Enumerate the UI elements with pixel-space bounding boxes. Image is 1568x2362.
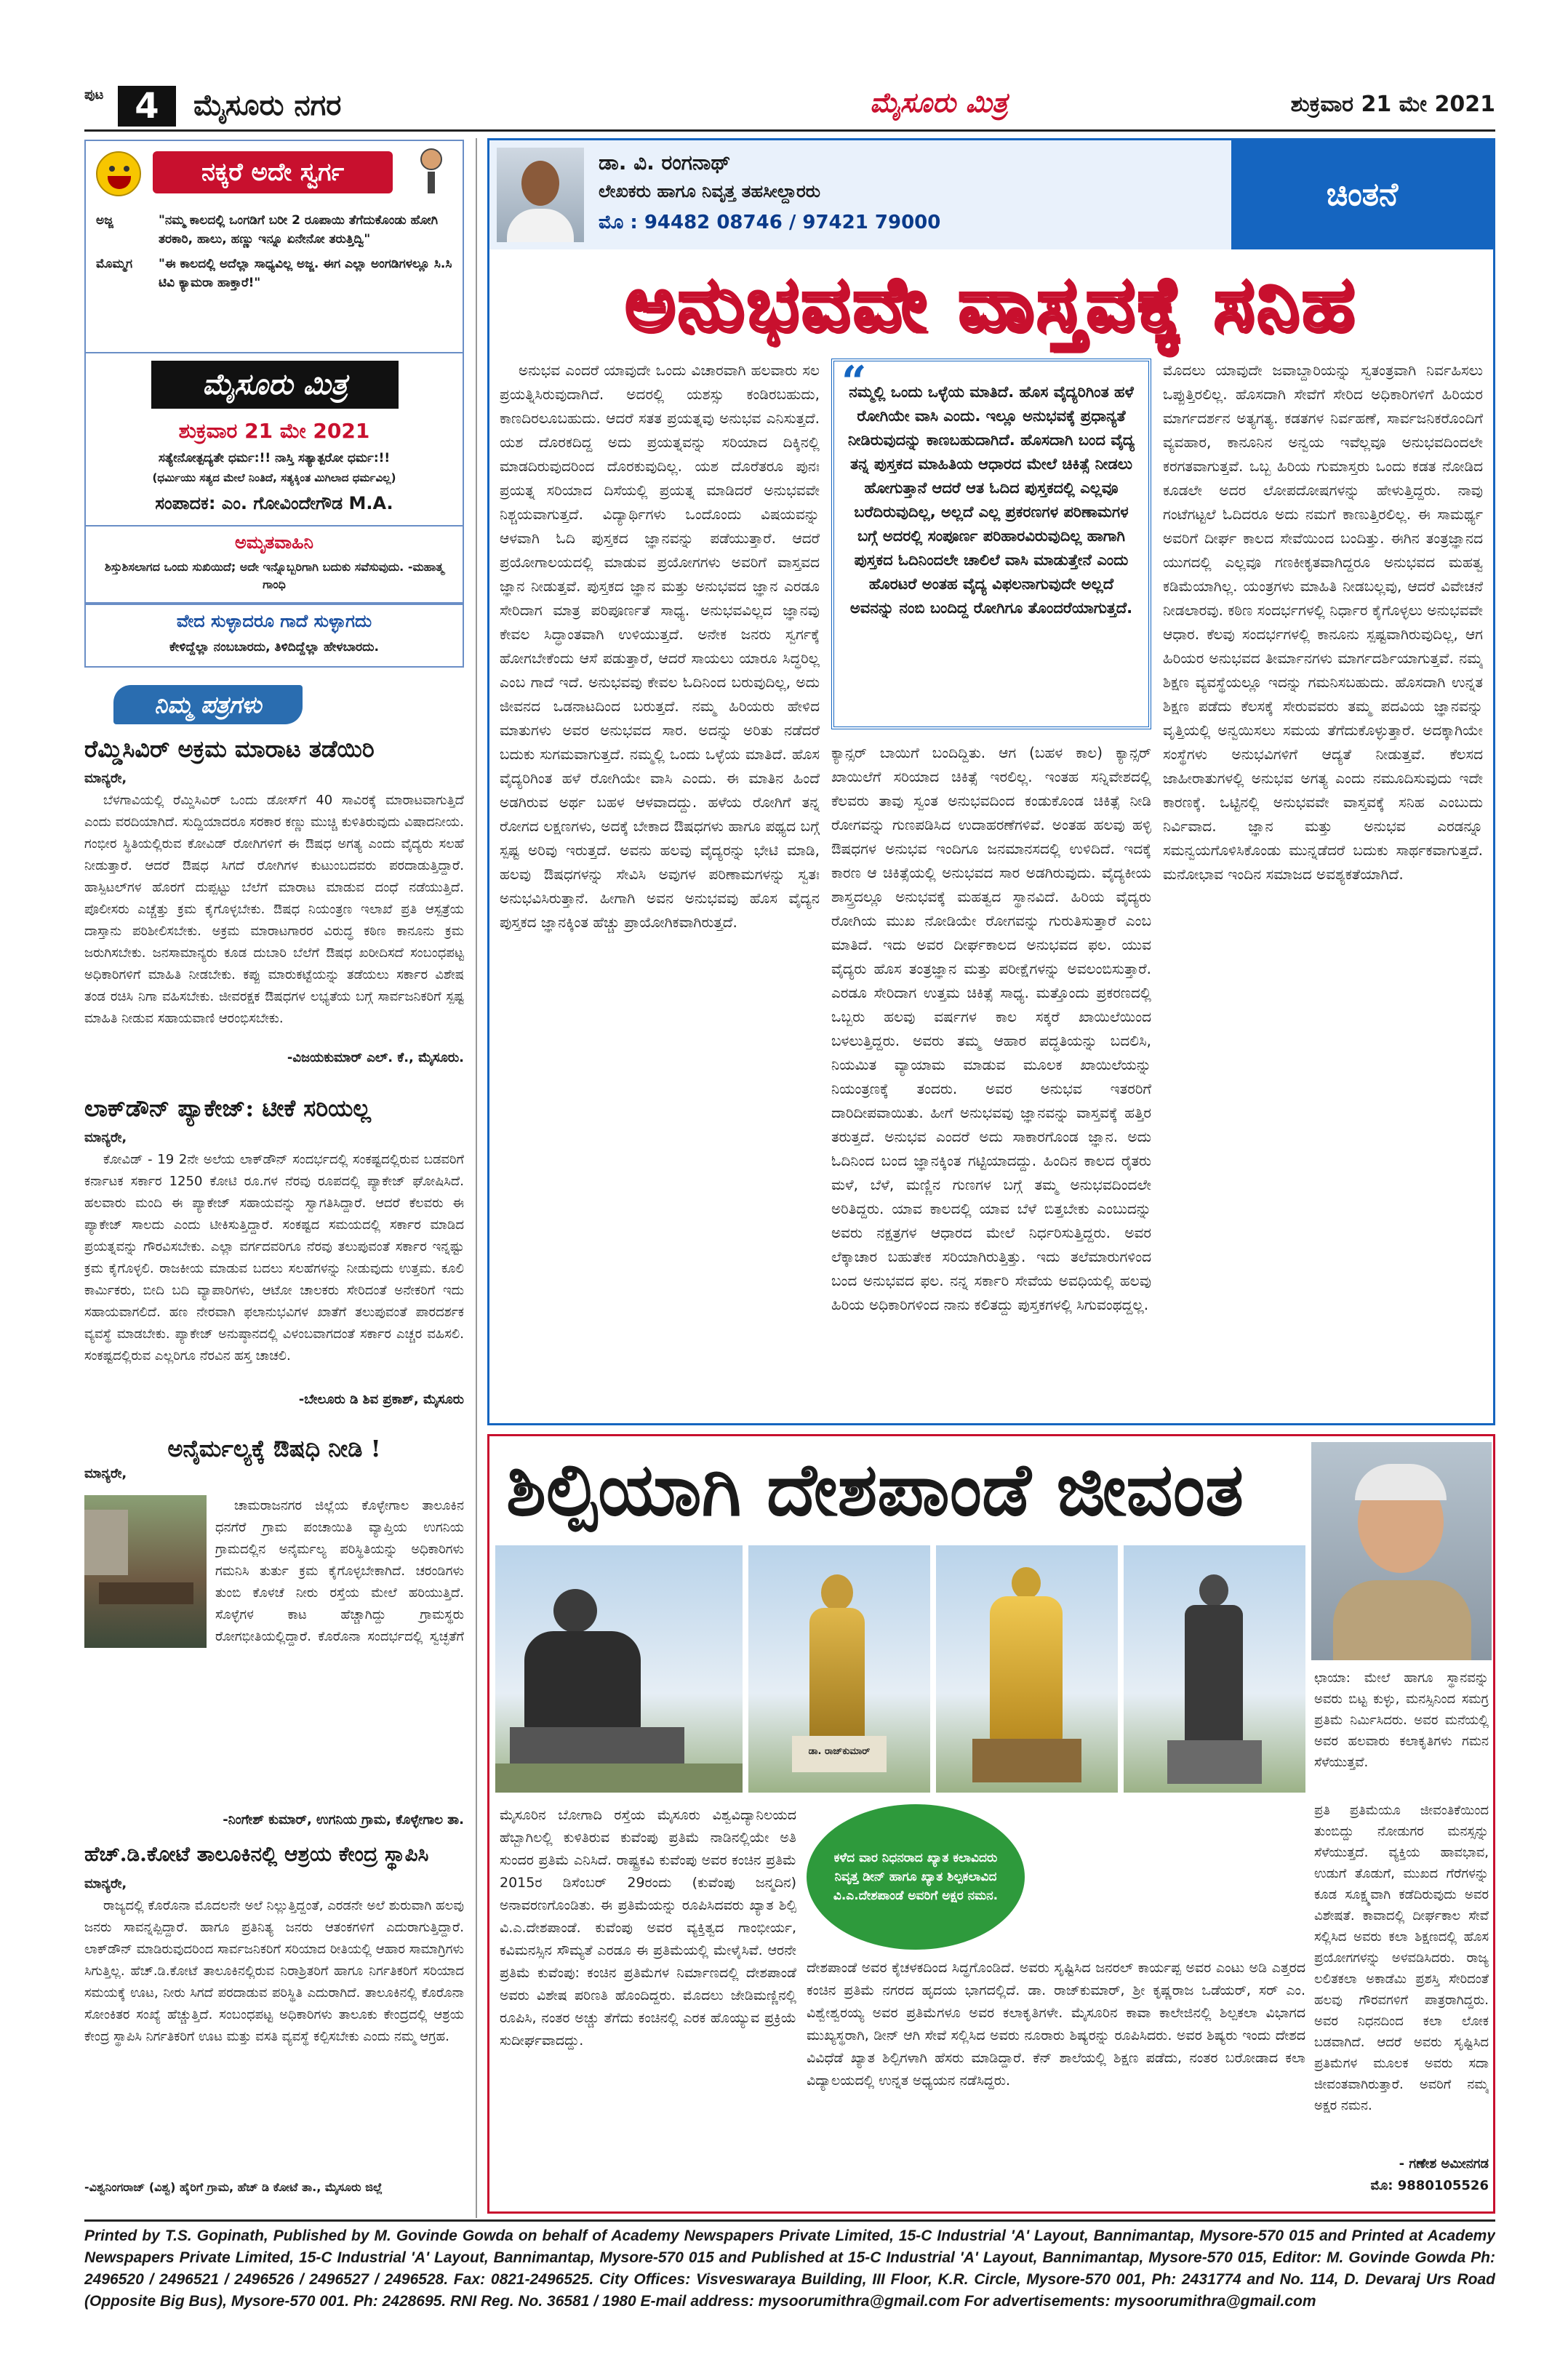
chintane-headline: ಅನುಭವವೇ ವಾಸ್ತವಕ್ಕೆ ಸನಿಹ: [625, 259, 1358, 348]
proverb-text: ಕೇಳಿದ್ದೆಲ್ಲಾ ನಂಬಬಾರದು, ತಿಳಿದಿದ್ದೆಲ್ಲಾ ಹೇಳಬಾರದು.: [169, 640, 379, 654]
letter-4-signature: -ವಿಶ್ವನಿಂಗರಾಜ್ (ವಿಶ್ವ) ಹೈರಿಗೆ ಗ್ರಾಮ, ಹೆಚ್ ಡಿ ಕೋಟೆ ತಾ., ಮೈಸೂರು ಜಿಲ್ಲೆ: [84, 2180, 383, 2194]
tribute-badge-text: ಕಳೆದ ವಾರ ನಿಧನರಾದ ಖ್ಯಾತ ಕಲಾವಿದರು ನಿವೃತ್ತ ಡೀನ್ ಹಾಗೂ ಖ್ಯಾತ ಶಿಲ್ಪಕಲಾವಿದ ವಿ.ಎ.ದೇಶಪಾಂಡೆ ಅವರಿಗೆ ಅಕ್ಷರ ನಮನ.: [833, 1851, 999, 1903]
letter-2-headline: ಲಾಕ್‌ಡೌನ್ ಪ್ಯಾಕೇಜ್: ಟೀಕೆ ಸರಿಯಲ್ಲ: [84, 1094, 371, 1122]
author-phone: ಮೊ : 94482 08746 / 97421 79000: [599, 212, 941, 233]
author-strip: [489, 140, 1493, 249]
letter-4-headline: ಹೆಚ್.ಡಿ.ಕೋಟೆ ತಾಲೂಕಿನಲ್ಲಿ ಆಶ್ರಯ ಕೇಂದ್ರ ಸ್ಥಾಪಿಸಿ: [84, 1842, 429, 1866]
letter-2-place: ಮಾನ್ಯರೇ,: [84, 1130, 127, 1145]
paper-logo: ಮೈಸೂರು ಮಿತ್ರ: [870, 86, 1008, 119]
author-desc: ಲೇಖಕರು ಹಾಗೂ ನಿವೃತ್ತ ತಹಸೀಲ್ದಾರರು: [599, 181, 821, 201]
letter-2-signature: -ಬೇಲೂರು ಡಿ ಶಿವ ಪ್ರಕಾಶ್, ಮೈಸೂರು: [298, 1392, 464, 1407]
masthead-rule: [84, 129, 1495, 132]
wodeyar-statue-photo: [936, 1545, 1118, 1793]
paper-info-date: ಶುಕ್ರವಾರ 21 ಮೇ 2021: [178, 419, 370, 443]
humor-box: [84, 140, 464, 353]
footer-imprint: Printed by T.S. Gopinath, Published by M. Govinde Gowda on behalf of Academy Newspapers Private Limited, 15-C Industrial 'A' Layout, Bannimantap, Mysore-570 015 and Printed at Academy Newspapers Private Limited, 15-C Industrial 'A' Layout, Bannimantap, Mysore-570 015 and Published at 15-C Industrial 'A' Layout, Bannimantap, Mysore-570 015, Editor: M. Govinde Gowda Ph: 2496520 / 2496521 / 2496526 / 2496527 / 2496528. Fax: 0821-2496525. City Offices: Visveswaraya Building, III Floor, K.R. Circle, Mysore-570 001, Ph: 2431774 and No. 114, D. Devaraj Urs Road (Opposite Big Bus), Mysore-570 001. Ph: 2428695. RNI Reg. No. 36581 / 1980 E-mail address: mysoorumithra@gmail.com For advertisements: mysoorumithra@gmail.com: [84, 2227, 1495, 2310]
letter-3-signature: -ನಿಂಗೇಶ್ ಕುಮಾರ್, ಉಗನಿಯ ಗ್ರಾಮ, ಕೊಳ್ಳೇಗಾಲ ತಾ.: [223, 1812, 464, 1827]
column-divider: [476, 138, 477, 2218]
author-photo: [497, 148, 584, 242]
footer-rule: [84, 2219, 1495, 2222]
letter-2-body: ಕೋವಿಡ್ - 19 2ನೇ ಅಲೆಯ ಲಾಕ್‌ಡೌನ್ ಸಂದರ್ಭದಲ್ಲಿ ಸಂಕಷ್ಟದಲ್ಲಿರುವ ಬಡವರಿಗೆ ಕರ್ನಾಟಕ ಸರ್ಕಾರ 1250 ಕೋಟಿ ರೂ.ಗಳ ನೆರವು ರೂಪದಲ್ಲಿ ಪ್ಯಾಕೇಜ್ ಘೋಷಿಸಿದೆ. ಹಲವಾರು ಮಂದಿ ಈ ಪ್ಯಾಕೇಜ್ ಸಹಾಯವನ್ನು ಸ್ವಾಗತಿಸಿದ್ದಾರೆ. ಆದರೆ ಕೆಲವರು ಈ ಪ್ಯಾಕೇಜ್ ಸಾಲದು ಎಂದು ಟೀಕಿಸುತ್ತಿದ್ದಾರೆ. ಸಂಕಷ್ಟದ ಸಮಯದಲ್ಲಿ ಸರ್ಕಾರ ಮಾಡಿದ ಪ್ರಯತ್ನವನ್ನು ಗೌರವಿಸಬೇಕು. ಎಲ್ಲಾ ವರ್ಗದವರಿಗೂ ನೆರವು ತಲುಪುವಂತೆ ಸರ್ಕಾರ ಇನ್ನಷ್ಟು ಕ್ರಮ ಕೈಗೊಳ್ಳಲಿ. ರಾಜಕೀಯ ಮಾಡುವ ಬದಲು ಸಲಹೆಗಳನ್ನು ನೀಡುವುದು ಉತ್ತಮ. ಕೂಲಿ ಕಾರ್ಮಿಕರು, ಬೀದಿ ಬದಿ ವ್ಯಾಪಾರಿಗಳು, ಆಟೋ ಚಾಲಕರು ಸೇರಿದಂತೆ ಅನೇಕರಿಗೆ ಇದು ಸಹಾಯವಾಗಲಿದೆ. ಹಣ ನೇರವಾಗಿ ಫಲಾನುಭವಿಗಳ ಖಾತೆಗೆ ತಲುಪುವಂತೆ ಪಾರದರ್ಶಕ ವ್ಯವಸ್ಥೆ ಮಾಡಬೇಕು. ಪ್ಯಾಕೇಜ್ ಅನುಷ್ಠಾನದಲ್ಲಿ ವಿಳಂಬವಾಗದಂತೆ ಸರ್ಕಾರ ಎಚ್ಚರ ವಹಿಸಲಿ. ಸಂಕಷ್ಟದಲ್ಲಿರುವ ಎಲ್ಲರಿಗೂ ನೆರವಿನ ಹಸ್ತ ಚಾಚಲಿ.: [84, 1152, 464, 1364]
feature-col1: ಮೈಸೂರಿನ ಬೋಗಾದಿ ರಸ್ತೆಯ ಮೈಸೂರು ವಿಶ್ವವಿದ್ಯಾನಿಲಯದ ಹೆಬ್ಬಾಗಿಲಲ್ಲಿ ಕುಳಿತಿರುವ ಕುವೆಂಪು ಪ್ರತಿಮೆ ನಾಡಿನಲ್ಲಿಯೇ ಅತಿ ಸುಂದರ ಪ್ರತಿಮೆ ಎನಿಸಿದೆ. ರಾಷ್ಟ್ರಕವಿ ಕುವೆಂಪು ಅವರ ಕಂಚಿನ ಪ್ರತಿಮೆ 2015ರ ಡಿಸೆಂಬರ್ 29ರಂದು (ಕುವೆಂಪು ಜನ್ಮದಿನ) ಅನಾವರಣಗೊಂಡಿತು. ಈ ಪ್ರತಿಮೆಯನ್ನು ರೂಪಿಸಿದವರು ಖ್ಯಾತ ಶಿಲ್ಪಿ ವಿ.ಎ.ದೇಶಪಾಂಡೆ. ಕುವೆಂಪು ಅವರ ವ್ಯಕ್ತಿತ್ವದ ಗಾಂಭೀರ್ಯ, ಕವಿಮನಸ್ಸಿನ ಸೌಮ್ಯತೆ ಎರಡೂ ಈ ಪ್ರತಿಮೆಯಲ್ಲಿ ಮೇಳೈಸಿವೆ. ಆರನೇ ಪ್ರತಿಮೆ ಕುವೆಂಪು: ಕಂಚಿನ ಪ್ರತಿಮೆಗಳ ನಿರ್ಮಾಣದಲ್ಲಿ ದೇಶಪಾಂಡೆ ಅವರು ವಿಶೇಷ ಪರಿಣತಿ ಹೊಂದಿದ್ದರು. ಮೊದಲು ಜೇಡಿಮಣ್ಣಿನಲ್ಲಿ ರೂಪಿಸಿ, ನಂತರ ಅಚ್ಚು ತೆಗೆದು ಕಂಚಿನಲ್ಲಿ ಎರಕ ಹೊಯ್ಯುವ ಪ್ರಕ್ರಿಯೆ ಸುದೀರ್ಘವಾದದ್ದು.: [500, 1807, 796, 2049]
chintane-article: [487, 138, 1495, 1425]
deshpande-portrait: [1311, 1442, 1492, 1660]
feature-writer: - ಗಣೇಶ ಅಮೀನಗಡ: [1399, 2156, 1489, 2171]
cartoon-figure-icon: [406, 148, 457, 199]
feature-headline: ಶಿಲ್ಪಿಯಾಗಿ ದೇಶಪಾಂಡೆ ಜೀವಂತ: [505, 1446, 1244, 1532]
humor-question-label: ಅಜ್ಜ: [96, 213, 113, 228]
letter-1: [84, 734, 464, 1089]
letter-4-place: ಮಾನ್ಯರೇ,: [84, 1876, 127, 1891]
amruta-text: ಶಿಸ್ತುಶಿಸಲಾಗದ ಒಂದು ಸುಖಿಯಿದೆ; ಅದೇ ಇನ್ನೊಬ್ಬರಿಗಾಗಿ ಬದುಕು ಸವೆಸುವುದು.: [104, 560, 404, 574]
humor-answer: "ಈ ಕಾಲದಲ್ಲಿ ಅದೆಲ್ಲಾ ಸಾಧ್ಯವಿಲ್ಲ ಅಜ್ಜ. ಈಗ ಎಲ್ಲಾ ಅಂಗಡಿಗಳಲ್ಲೂ ಸಿ.ಸಿ ಟಿವಿ ಕ್ಯಾಮರಾ ಹಾಕ್ತಾರೆ!": [159, 257, 452, 290]
chintane-col2: ಕ್ಯಾನ್ಸರ್ ಬಾಯಿಗೆ ಬಂದಿದ್ದಿತು. ಆಗ (ಬಹಳ ಕಾಲ) ಕ್ಯಾನ್ಸರ್ ಖಾಯಿಲೆಗೆ ಸರಿಯಾದ ಚಿಕಿತ್ಸೆ ಇರಲಿಲ್ಲ. ಇಂತಹ ಸನ್ನಿವೇಶದಲ್ಲಿ ಕೆಲವರು ತಾವು ಸ್ವಂತ ಅನುಭವದಿಂದ ಕಂಡುಕೊಂಡ ಚಿಕಿತ್ಸೆ ನೀಡಿ ರೋಗವನ್ನು ಗುಣಪಡಿಸಿದ ಉದಾಹರಣೆಗಳಿವೆ. ಅಂತಹ ಹಲವು ಹಳ್ಳಿ ಔಷಧಗಳ ಅನುಭವ ಇಂದಿಗೂ ಜನಮಾನಸದಲ್ಲಿ ಉಳಿದಿದೆ. ಇದಕ್ಕೆ ಕಾರಣ ಆ ಚಿಕಿತ್ಸೆಯಲ್ಲಿ ಅನುಭವದ ಸಾರ ಅಡಗಿರುವುದು. ವೈದ್ಯಕೀಯ ಶಾಸ್ತ್ರದಲ್ಲೂ ಅನುಭವಕ್ಕೆ ಮಹತ್ವದ ಸ್ಥಾನವಿದೆ. ಹಿರಿಯ ವೈದ್ಯರು ರೋಗಿಯ ಮುಖ ನೋಡಿಯೇ ರೋಗವನ್ನು ಗುರುತಿಸುತ್ತಾರೆ ಎಂಬ ಮಾತಿದೆ. ಇದು ಅವರ ದೀರ್ಘಕಾಲದ ಅನುಭವದ ಫಲ. ಯುವ ವೈದ್ಯರು ಹೊಸ ತಂತ್ರಜ್ಞಾನ ಮತ್ತು ಪರೀಕ್ಷೆಗಳನ್ನು ಅವಲಂಬಿಸುತ್ತಾರೆ. ಎರಡೂ ಸೇರಿದಾಗ ಉತ್ತಮ ಚಿಕಿತ್ಸೆ ಸಾಧ್ಯ. ಮತ್ತೊಂದು ಪ್ರಕರಣದಲ್ಲಿ ಒಬ್ಬರು ಹಲವು ವರ್ಷಗಳ ಕಾಲ ಸಕ್ಕರೆ ಖಾಯಿಲೆಯಿಂದ ಬಳಲುತ್ತಿದ್ದರು. ಅವರು ತಮ್ಮ ಆಹಾರ ಪದ್ಧತಿಯನ್ನು ಬದಲಿಸಿ, ನಿಯಮಿತ ವ್ಯಾಯಾಮ ಮಾಡುವ ಮೂಲಕ ಖಾಯಿಲೆಯನ್ನು ನಿಯಂತ್ರಣಕ್ಕೆ ತಂದರು. ಅವರ ಅನುಭವ ಇತರರಿಗೆ ದಾರಿದೀಪವಾಯಿತು. ಹೀಗೆ ಅನುಭವವು ಜ್ಞಾನವನ್ನು ವಾಸ್ತವಕ್ಕೆ ಹತ್ತಿರ ತರುತ್ತದೆ. ಅನುಭವ ಎಂದರೆ ಅದು ಸಾಕಾರಗೊಂಡ ಜ್ಞಾನ. ಅದು ಓದಿನಿಂದ ಬಂದ ಜ್ಞಾನಕ್ಕಿಂತ ಗಟ್ಟಿಯಾದದ್ದು. ಹಿಂದಿನ ಕಾಲದ ರೈತರು ಮಳೆ, ಬೆಳೆ, ಮಣ್ಣಿನ ಗುಣಗಳ ಬಗ್ಗೆ ತಮ್ಮ ಅನುಭವದಿಂದಲೇ ಅರಿತಿದ್ದರು. ಯಾವ ಕಾಲದಲ್ಲಿ ಯಾವ ಬೆಳೆ ಬಿತ್ತಬೇಕು ಎಂಬುದನ್ನು ಅವರು ನಕ್ಷತ್ರಗಳ ಆಧಾರದ ಮೇಲೆ ನಿರ್ಧರಿಸುತ್ತಿದ್ದರು. ಅವರ ಲೆಕ್ಕಾಚಾರ ಬಹುತೇಕ ಸರಿಯಾಗಿರುತ್ತಿತ್ತು. ಇದು ತಲೆಮಾರುಗಳಿಂದ ಬಂದ ಅನುಭವದ ಫಲ. ನನ್ನ ಸರ್ಕಾರಿ ಸೇವೆಯ ಅವಧಿಯಲ್ಲಿ ಹಲವು ಹಿರಿಯ ಅಧಿಕಾರಿಗಳಿಂದ ನಾನು ಕಲಿತದ್ದು ಪುಸ್ತಕಗಳಲ್ಲಿ ಸಿಗುವಂಥದ್ದಲ್ಲ.: [831, 744, 1151, 1313]
letter-3-place: ಮಾನ್ಯರೇ,: [84, 1466, 127, 1481]
feature-article: [487, 1434, 1495, 2214]
visvesvaraya-statue-photo: [1124, 1545, 1305, 1793]
page-label: ಪುಟ: [84, 87, 104, 103]
tribute-badge: [807, 1804, 1025, 1950]
letters-banner-label: ನಿಮ್ಮ ಪತ್ರಗಳು: [113, 685, 303, 724]
pull-quote-text: ನಮ್ಮಲ್ಲಿ ಒಂದು ಒಳ್ಳೆಯ ಮಾತಿದೆ. ಹೊಸ ವೈದ್ಯರಿಗಿಂತ ಹಳೆ ರೋಗಿಯೇ ವಾಸಿ ಎಂದು. ಇಲ್ಲೂ ಅನುಭವಕ್ಕೆ ಪ್ರಧಾನ್ಯತೆ ನೀಡಿರುವುದನ್ನು ಕಾಣಬಹುದಾಗಿದೆ. ಹೊಸದಾಗಿ ಬಂದ ವೈದ್ಯ ತನ್ನ ಪುಸ್ತಕದ ಮಾಹಿತಿಯ ಆಧಾರದ ಮೇಲೆ ಚಿಕಿತ್ಸೆ ನೀಡಲು ಹೋಗುತ್ತಾನೆ ಆದರೆ ಆತ ಓದಿದ ಪುಸ್ತಕದಲ್ಲಿ ಎಲ್ಲವೂ ಬರೆದಿರುವುದಿಲ್ಲ, ಅಲ್ಲದೆ ಎಲ್ಲ ಪ್ರಕರಣಗಳ ಪರಿಣಾಮಗಳ ಬಗ್ಗೆ ಅದರಲ್ಲಿ ಸಂಪೂರ್ಣ ಪರಿಹಾರವಿರುವುದಿಲ್ಲ ಹಾಗಾಗಿ ಪುಸ್ತಕದ ಓದಿನಿಂದಲೇ ಚಾಲಿಲೆ ವಾಸಿ ಮಾಡುತ್ತೇನೆ ಎಂದು ಹೊರಟರೆ ಅಂತಹ ವೈದ್ಯ ವಿಫಲನಾಗುವುದೇ ಅಲ್ಲದೆ ಅವನನ್ನು ನಂಬಿ ಬಂದಿದ್ದ ರೋಗಿಗೂ ತೊಂದರೆಯಾಗುತ್ತದೆ.: [847, 383, 1135, 617]
letter-1-signature: -ವಿಜಯಕುಮಾರ್ ಎಲ್. ಕೆ., ಮೈಸೂರು.: [287, 1050, 464, 1065]
chintane-col1: ಅನುಭವ ಎಂದರೆ ಯಾವುದೇ ಒಂದು ವಿಚಾರವಾಗಿ ಹಲವಾರು ಸಲ ಪ್ರಯತ್ನಿಸಿರುವುದಾಗಿದೆ. ಅದರಲ್ಲಿ ಯಶಸ್ಸು ಕಂಡಿರಬಹುದು, ಕಾಣದಿರಲೂಬಹುದು. ಆದರೆ ಸತತ ಪ್ರಯತ್ನವು ಅನುಭವ ಎನಿಸುತ್ತದೆ. ಯಶ ದೊರಕದಿದ್ದ ಅದು ಪ್ರಯತ್ನವನ್ನು ಸರಿಯಾದ ದಿಕ್ಕಿನಲ್ಲಿ ಮಾಡದಿರುವುದರಿಂದ ದೊರಕುವುದಿಲ್ಲ. ಯಶ ದೊರೆತರೂ ಪುನಃ ಪ್ರಯತ್ನ ಸರಿಯಾದ ದಿಸೆಯಲ್ಲಿ ಪ್ರಯತ್ನ ಮಾಡಿದರೆ ಅನುಭವವೇ ನಿಶ್ಚಯವಾಗುತ್ತದೆ. ವಿದ್ಯಾರ್ಥಿಗಳು ಒಂದೊಂದು ವಿಷಯವನ್ನು ಆಳವಾಗಿ ಓದಿ ಪುಸ್ತಕದ ಜ್ಞಾನವನ್ನು ಪಡೆಯುತ್ತಾರೆ. ಆದರೆ ಪ್ರಯೋಗಾಲಯದಲ್ಲಿ ಮಾಡುವ ಪ್ರಯೋಗಗಳು ಅವರಿಗೆ ವಾಸ್ತವದ ಜ್ಞಾನ ನೀಡುತ್ತವೆ. ಪುಸ್ತಕದ ಜ್ಞಾನ ಮತ್ತು ಅನುಭವದ ಜ್ಞಾನ ಎರಡೂ ಸೇರಿದಾಗ ಮಾತ್ರ ಪರಿಪೂರ್ಣತೆ ಸಾಧ್ಯ. ಅನುಭವವಿಲ್ಲದ ಜ್ಞಾನವು ಕೇವಲ ಸಿದ್ಧಾಂತವಾಗಿ ಉಳಿಯುತ್ತದೆ. ಅನೇಕ ಜನರು ಸ್ವರ್ಗಕ್ಕೆ ಹೋಗಬೇಕೆಂದು ಆಸೆ ಪಡುತ್ತಾರೆ, ಆದರೆ ಸಾಯಲು ಯಾರೂ ಸಿದ್ಧರಿಲ್ಲ ಎಂಬ ಗಾದೆ ಇದೆ. ಅನುಭವವು ಕೇವಲ ಓದಿನಿಂದ ಬರುವುದಿಲ್ಲ, ಅದು ಜೀವನದ ಒಡನಾಟದಿಂದ ಬರುತ್ತದೆ. ನಮ್ಮ ಹಿರಿಯರು ಹೇಳಿದ ಮಾತುಗಳು ಅವರ ಅನುಭವದ ಸಾರ. ಅದನ್ನು ಅರಿತು ನಡೆದರೆ ಬದುಕು ಸುಗಮವಾಗುತ್ತದೆ. ನಮ್ಮಲ್ಲಿ ಒಂದು ಒಳ್ಳೆಯ ಮಾತಿದೆ. ಹೊಸ ವೈದ್ಯರಿಗಿಂತ ಹಳೆ ರೋಗಿಯೇ ವಾಸಿ ಎಂದು. ಈ ಮಾತಿನ ಹಿಂದೆ ಅಡಗಿರುವ ಅರ್ಥ ಬಹಳ ಆಳವಾದದ್ದು. ಹಳೆಯ ರೋಗಿಗೆ ತನ್ನ ರೋಗದ ಲಕ್ಷಣಗಳು, ಅದಕ್ಕೆ ಬೇಕಾದ ಔಷಧಗಳು ಹಾಗೂ ಪಥ್ಯದ ಬಗ್ಗೆ ಸ್ಪಷ್ಟ ಅರಿವು ಇರುತ್ತದೆ. ಅವನು ಹಲವು ವೈದ್ಯರನ್ನು ಭೇಟಿ ಮಾಡಿ, ಹಲವು ಔಷಧಗಳನ್ನು ಸೇವಿಸಿ ಅವುಗಳ ಪರಿಣಾಮಗಳನ್ನು ಸ್ವತಃ ಅನುಭವಿಸಿರುತ್ತಾನೆ. ಹೀಗಾಗಿ ಅವನ ಅನುಭವವು ಹೊಸ ವೈದ್ಯನ ಪುಸ್ತಕದ ಜ್ಞಾನಕ್ಕಿಂತ ಹೆಚ್ಚು ಪ್ರಾಯೋಗಿಕವಾಗಿರುತ್ತದೆ.: [500, 361, 820, 931]
letter-4: [84, 1840, 464, 2211]
editor-name: ಎಂ. ಗೋವಿಂದೇಗೌಡ M.A.: [221, 493, 393, 513]
editor-label: ಸಂಪಾದಕ:: [155, 493, 216, 513]
proverb-box: [84, 604, 464, 668]
quote-mark-icon: “: [841, 357, 867, 408]
letter-3: [84, 1434, 464, 1833]
pull-quote-box: [831, 359, 1151, 729]
feature-col3-intro: ಛಾಯಾ: ಮೇಲೆ ಹಾಗೂ ಸ್ಥಾನವನ್ನು ಅವರು ಬಿಟ್ಟ ಕುಳ್ಳು, ಮನಸ್ಸಿನಿಂದ ಸಮಗ್ರ ಪ್ರತಿಮೆ ನಿರ್ಮಿಸಿದರು. ಅವರ ಮನೆಯಲ್ಲಿ ಅವರ ಹಲವಾರು ಕಲಾಕೃತಿಗಳು ಗಮನ ಸೆಳೆಯುತ್ತವೆ.: [1314, 1670, 1489, 1770]
letter-1-body: ಬೆಳಗಾವಿಯಲ್ಲಿ ರೆಮ್ಡಿಸಿವಿರ್ ಒಂದು ಡೋಸ್‌ಗೆ 40 ಸಾವಿರಕ್ಕೆ ಮಾರಾಟವಾಗುತ್ತಿದೆ ಎಂದು ವರದಿಯಾಗಿದೆ. ಸುದ್ದಿಯಾದರೂ ಸರಕಾರ ಕಣ್ಣು ಮುಚ್ಚಿ ಕುಳಿತಿರುವುದು ವಿಷಾದನೀಯ. ಗಂಭೀರ ಸ್ಥಿತಿಯಲ್ಲಿರುವ ಕೋವಿಡ್ ರೋಗಿಗಳಿಗೆ ಈ ಔಷಧ ಅಗತ್ಯ ಎಂದು ವೈದ್ಯರು ಸಲಹೆ ನೀಡುತ್ತಾರೆ. ಆದರೆ ಔಷಧ ಸಿಗದೆ ರೋಗಿಗಳ ಕುಟುಂಬದವರು ಪರದಾಡುತ್ತಿದ್ದಾರೆ. ಹಾಸ್ಪಿಟಲ್‌ಗಳ ಹೊರಗೆ ದುಪ್ಪಟ್ಟು ಬೆಲೆಗೆ ಮಾರಾಟ ಮಾಡುವ ದಂಧೆ ನಡೆಯುತ್ತಿದೆ. ಪೊಲೀಸರು ಎಚ್ಚೆತ್ತು ಕ್ರಮ ಕೈಗೊಳ್ಳಬೇಕು. ಔಷಧ ನಿಯಂತ್ರಣ ಇಲಾಖೆ ಪ್ರತಿ ಆಸ್ಪತ್ರೆಯ ದಾಸ್ತಾನು ಪರಿಶೀಲಿಸಬೇಕು. ಅಕ್ರಮ ಮಾರಾಟಗಾರರ ವಿರುದ್ಧ ಕಠಿಣ ಕಾನೂನು ಕ್ರಮ ಜರುಗಿಸಬೇಕು. ಜನಸಾಮಾನ್ಯರು ಕೂಡ ದುಬಾರಿ ಬೆಲೆಗೆ ಔಷಧ ಖರೀದಿಸದೆ ಸಂಬಂಧಪಟ್ಟ ಅಧಿಕಾರಿಗಳಿಗೆ ಮಾಹಿತಿ ನೀಡಬೇಕು. ಕಪ್ಪು ಮಾರುಕಟ್ಟೆಯನ್ನು ತಡೆಯಲು ಸರ್ಕಾರ ವಿಶೇಷ ತಂಡ ರಚಿಸಿ ನಿಗಾ ವಹಿಸಬೇಕು. ಜೀವರಕ್ಷಕ ಔಷಧಗಳ ಲಭ್ಯತೆಯ ಬಗ್ಗೆ ಸಾರ್ವಜನಿಕರಿಗೆ ಸ್ಪಷ್ಟ ಮಾಹಿತಿ ನೀಡುವ ಸಹಾಯವಾಣಿ ಆರಂಭಿಸಬೇಕು.: [84, 793, 464, 1026]
humor-title: ನಕ್ಕರೆ ಅದೇ ಸ್ವರ್ಗ: [153, 151, 393, 193]
paper-motto-2: (ಧರ್ಮಿಯು ಸತ್ಯದ ಮೇಲೆ ನಿಂತಿದೆ, ಸತ್ಯಕ್ಕಿಂತ ಮಿಗಿಲಾದ ಧರ್ಮವಿಲ್ಲ): [152, 471, 396, 484]
proverb-title: ವೇದ ಸುಳ್ಳಾದರೂ ಗಾದೆ ಸುಳ್ಳಾಗದು: [176, 611, 372, 631]
statue-plaque: ಡಾ. ರಾಜ್‌ಕುಮಾರ್: [808, 1746, 871, 1757]
kuvempu-statue-photo: [495, 1545, 743, 1793]
amruta-author: -ಮಹಾತ್ಮ ಗಾಂಧಿ: [263, 560, 444, 591]
sanitation-photo: [84, 1495, 207, 1648]
feature-col2-top: [1035, 1804, 1305, 1950]
feature-col3: ಪ್ರತಿ ಪ್ರತಿಮೆಯೂ ಜೀವಂತಿಕೆಯಿಂದ ತುಂಬಿದ್ದು ನೋಡುಗರ ಮನಸ್ಸನ್ನು ಸೆಳೆಯುತ್ತದೆ. ವ್ಯಕ್ತಿಯ ಹಾವಭಾವ, ಉಡುಗೆ ತೊಡುಗೆ, ಮುಖದ ಗೆರೆಗಳನ್ನು ಕೂಡ ಸೂಕ್ಷ್ಮವಾಗಿ ಕಡೆದಿರುವುದು ಅವರ ವಿಶೇಷತೆ. ಕಾವಾದಲ್ಲಿ ದೀರ್ಘಕಾಲ ಸೇವೆ ಸಲ್ಲಿಸಿದ ಅವರು ಕಲಾ ಶಿಕ್ಷಣದಲ್ಲಿ ಹೊಸ ಪ್ರಯೋಗಗಳನ್ನು ಅಳವಡಿಸಿದರು. ರಾಜ್ಯ ಲಲಿತಕಲಾ ಅಕಾಡೆಮಿ ಪ್ರಶಸ್ತಿ ಸೇರಿದಂತೆ ಹಲವು ಗೌರವಗಳಿಗೆ ಪಾತ್ರರಾಗಿದ್ದರು. ಅವರ ನಿಧನದಿಂದ ಕಲಾ ಲೋಕ ಬಡವಾಗಿದೆ. ಆದರೆ ಅವರು ಸೃಷ್ಟಿಸಿದ ಪ್ರತಿಮೆಗಳ ಮೂಲಕ ಅವರು ಸದಾ ಜೀವಂತವಾಗಿರುತ್ತಾರೆ. ಅವರಿಗೆ ನಮ್ಮ ಅಕ್ಷರ ನಮನ.: [1314, 1803, 1489, 2113]
letter-3-body: ಚಾಮರಾಜನಗರ ಜಿಲ್ಲೆಯ ಕೊಳ್ಳೇಗಾಲ ತಾಲೂಕಿನ ಧನಗೆರೆ ಗ್ರಾಮ ಪಂಚಾಯಿತಿ ವ್ಯಾಪ್ತಿಯ ಉಗನಿಯ ಗ್ರಾಮದಲ್ಲಿನ ಅನೈರ್ಮಲ್ಯ ಪರಿಸ್ಥಿತಿಯನ್ನು ಅಧಿಕಾರಿಗಳು ಗಮನಿಸಿ ತುರ್ತು ಕ್ರಮ ಕೈಗೊಳ್ಳಬೇಕಾಗಿದೆ. ಚರಂಡಿಗಳು ತುಂಬಿ ಕೊಳಚೆ ನೀರು ರಸ್ತೆಯ ಮೇಲೆ ಹರಿಯುತ್ತಿದೆ. ಸೊಳ್ಳೆಗಳ ಕಾಟ ಹೆಚ್ಚಾಗಿದ್ದು ಗ್ರಾಮಸ್ಥರು ರೋಗಭೀತಿಯಲ್ಲಿದ್ದಾರೆ. ಕೊರೊನಾ ಸಂದರ್ಭದಲ್ಲಿ ಸ್ವಚ್ಛತೆಗೆ: [215, 1498, 464, 1644]
author-name: ಡಾ. ವಿ. ರಂಗನಾಥ್: [599, 151, 731, 175]
page-number: 4: [118, 86, 176, 127]
amruta-title: ಅಮೃತವಾಹಿನಿ: [235, 532, 313, 553]
letter-1-headline: ರೆಮ್ಡಿಸಿವಿರ್ ಅಕ್ರಮ ಮಾರಾಟ ತಡೆಯಿರಿ: [84, 735, 375, 763]
page-masthead: [84, 86, 1495, 129]
letter-2: [84, 1094, 464, 1430]
column-label: ಚಿಂತನೆ: [1231, 140, 1493, 249]
rajkumar-statue-photo: [748, 1545, 930, 1793]
letter-3-headline: ಅನೈರ್ಮಲ್ಯಕ್ಕೆ ಔಷಧಿ ನೀಡಿ !: [167, 1435, 381, 1462]
letters-banner: [84, 682, 464, 729]
feature-writer-phone: ಮೊ: 9880105526: [1370, 2178, 1489, 2193]
letter-1-place: ಮಾನ್ಯರೇ,: [84, 771, 127, 786]
humor-question: "ನಮ್ಮ ಕಾಲದಲ್ಲಿ ಒಂಗಡಿಗೆ ಬರೀ 2 ರೂಪಾಯಿ ತೆಗೆದುಕೊಂಡು ಹೋಗಿ ತರಕಾರಿ, ಹಾಲು, ಹಣ್ಣು ಇನ್ನೂ ಏನೇನೋ ತರುತ್ತಿದ್ವಿ": [159, 213, 439, 247]
feature-col2: ದೇಶಪಾಂಡೆ ಅವರ ಕೈಚಳಕದಿಂದ ಸಿದ್ಧಗೊಂಡಿದೆ. ಅವರು ಸೃಷ್ಟಿಸಿದ ಜನರಲ್ ಕಾರ್ಯಪ್ಪ ಅವರ ಎಂಟು ಅಡಿ ಎತ್ತರದ ಕಂಚಿನ ಪ್ರತಿಮೆ ನಗರದ ಹೃದಯ ಭಾಗದಲ್ಲಿದೆ. ಡಾ. ರಾಜ್‌ಕುಮಾರ್, ಶ್ರೀ ಕೃಷ್ಣರಾಜ ಒಡೆಯರ್, ಸರ್ ಎಂ. ವಿಶ್ವೇಶ್ವರಯ್ಯ ಅವರ ಪ್ರತಿಮೆಗಳೂ ಅವರ ಕಲಾಕೃತಿಗಳೇ. ಮೈಸೂರಿನ ಕಾವಾ ಕಾಲೇಜಿನಲ್ಲಿ ಶಿಲ್ಪಕಲಾ ವಿಭಾಗದ ಮುಖ್ಯಸ್ಥರಾಗಿ, ಡೀನ್ ಆಗಿ ಸೇವೆ ಸಲ್ಲಿಸಿದ ಅವರು ನೂರಾರು ಶಿಷ್ಯರನ್ನು ರೂಪಿಸಿದರು. ಅವರ ಶಿಷ್ಯರು ಇಂದು ದೇಶದ ವಿವಿಧೆಡೆ ಖ್ಯಾತ ಶಿಲ್ಪಿಗಳಾಗಿ ಹೆಸರು ಮಾಡಿದ್ದಾರೆ. ಕೆನ್ ಶಾಲೆಯಲ್ಲಿ ಶಿಕ್ಷಣ ಪಡೆದು, ನಂತರ ಬರೋಡಾದ ಕಲಾ ವಿದ್ಯಾಲಯದಲ್ಲಿ ಉನ್ನತ ಅಧ್ಯಯನ ನಡೆಸಿದ್ದರು.: [807, 1960, 1305, 2089]
letter-4-body: ರಾಜ್ಯದಲ್ಲಿ ಕೊರೊನಾ ಮೊದಲನೇ ಅಲೆ ನಿಲ್ಲುತ್ತಿದ್ದಂತೆ, ಎರಡನೇ ಅಲೆ ಶುರುವಾಗಿ ಹಲವು ಜನರು ಸಾವನ್ನಪ್ಪಿದ್ದಾರೆ. ಹಾಗೂ ಪ್ರತಿನಿತ್ಯ ಜನರು ಆತಂಕಗಳಿಗೆ ಎದುರಾಗುತ್ತಿದ್ದಾರೆ. ಲಾಕ್‌ಡೌನ್ ಮಾಡಿರುವುದರಿಂದ ಸಾರ್ವಜನಿಕರಿಗೆ ಸರಿಯಾದ ರೀತಿಯಲ್ಲಿ ಆಹಾರ ಸಾಮಾಗ್ರಿಗಳು ಸಿಗುತ್ತಿಲ್ಲ. ಹೆಚ್.ಡಿ.ಕೋಟೆ ತಾಲೂಕಿನಲ್ಲಿರುವ ನಿರಾಶ್ರಿತರಿಗೆ ಹಾಗೂ ನಿರ್ಗತಿಕರಿಗೆ ಸರಿಯಾದ ಸಮಯಕ್ಕೆ ಊಟ, ನೀರು ಸಿಗದೆ ಪರದಾಡುವ ಪರಿಸ್ಥಿತಿ ಎದುರಾಗಿದೆ. ತಾಲೂಕಿನಲ್ಲಿ ಕೊರೊನಾ ಸೋಂಕಿತರ ಸಂಖ್ಯೆ ಹೆಚ್ಚುತ್ತಿದೆ. ಸಂಬಂಧಪಟ್ಟ ಅಧಿಕಾರಿಗಳು ತಾಲೂಕು ಕೇಂದ್ರದಲ್ಲಿ ಆಶ್ರಯ ಕೇಂದ್ರ ಸ್ಥಾಪಿಸಿ ನಿರ್ಗತಿಕರಿಗೆ ಊಟ ಮತ್ತು ವಸತಿ ವ್ಯವಸ್ಥೆ ಕಲ್ಪಿಸಬೇಕು ಎಂದು ನಮ್ಮ ಆಗ್ರಹ.: [84, 1898, 464, 2044]
paper-info-logo: ಮೈಸೂರು ಮಿತ್ರ: [151, 361, 399, 409]
section-name: ಮೈಸೂರು ನಗರ: [193, 89, 342, 122]
paper-motto-1: ಸತ್ಯೇನೋತ್ಪದ್ಯತೇ ಧರ್ಮ:!! ನಾಸ್ತಿ ಸತ್ಯಾತ್ಪರೋ ಧರ್ಮ:!!: [158, 451, 391, 465]
humor-answer-label: ಮೊಮ್ಮಗ: [96, 257, 133, 271]
laugh-icon: [96, 151, 141, 196]
paper-info-box: [84, 353, 464, 604]
chintane-col3: ಮೊದಲು ಯಾವುದೇ ಜವಾಬ್ದಾರಿಯನ್ನು ಸ್ವತಂತ್ರವಾಗಿ ನಿರ್ವಹಿಸಲು ಒಪ್ಪುತ್ತಿರಲಿಲ್ಲ. ಹೊಸದಾಗಿ ಸೇವೆಗೆ ಸೇರಿದ ಅಧಿಕಾರಿಗಳಿಗೆ ಹಿರಿಯರ ಮಾರ್ಗದರ್ಶನ ಅತ್ಯಗತ್ಯ. ಕಡತಗಳ ನಿರ್ವಹಣೆ, ಸಾರ್ವಜನಿಕರೊಂದಿಗೆ ವ್ಯವಹಾರ, ಕಾನೂನಿನ ಅನ್ವಯ ಇವೆಲ್ಲವೂ ಅನುಭವದಿಂದಲೇ ಕರಗತವಾಗುತ್ತವೆ. ಒಬ್ಬ ಹಿರಿಯ ಗುಮಾಸ್ತರು ಒಂದು ಕಡತ ನೋಡಿದ ಕೂಡಲೇ ಅದರ ಲೋಪದೋಷಗಳನ್ನು ಹೇಳುತ್ತಿದ್ದರು. ನಾವು ಗಂಟೆಗಟ್ಟಲೆ ಓದಿದರೂ ಅದು ನಮಗೆ ಕಾಣುತ್ತಿರಲಿಲ್ಲ. ಈ ಸಾಮರ್ಥ್ಯ ಅವರಿಗೆ ದೀರ್ಘ ಕಾಲದ ಸೇವೆಯಿಂದ ಬಂದಿತ್ತು. ಈಗಿನ ತಂತ್ರಜ್ಞಾನದ ಯುಗದಲ್ಲಿ ಎಲ್ಲವೂ ಗಣಕೀಕೃತವಾಗಿದ್ದರೂ ಅನುಭವದ ಮಹತ್ವ ಕಡಿಮೆಯಾಗಿಲ್ಲ. ಯಂತ್ರಗಳು ಮಾಹಿತಿ ನೀಡಬಲ್ಲವು, ಆದರೆ ವಿವೇಚನೆ ನೀಡಲಾರವು. ಕಠಿಣ ಸಂದರ್ಭಗಳಲ್ಲಿ ನಿರ್ಧಾರ ಕೈಗೊಳ್ಳಲು ಅನುಭವವೇ ಆಧಾರ. ಕೆಲವು ಸಂದರ್ಭಗಳಲ್ಲಿ ಕಾನೂನು ಸ್ಪಷ್ಟವಾಗಿರುವುದಿಲ್ಲ, ಆಗ ಹಿರಿಯರ ಅನುಭವದ ತೀರ್ಮಾನಗಳು ಮಾರ್ಗದರ್ಶಿಯಾಗುತ್ತವೆ. ನಮ್ಮ ಶಿಕ್ಷಣ ವ್ಯವಸ್ಥೆಯಲ್ಲೂ ಇದನ್ನು ಗಮನಿಸಬಹುದು. ಹೊಸದಾಗಿ ಉನ್ನತ ಶಿಕ್ಷಣ ಪಡೆದು ಕೆಲಸಕ್ಕೆ ಸೇರುವವರು ತಮ್ಮ ಪದವಿಯ ಜ್ಞಾನವನ್ನು ವೃತ್ತಿಯಲ್ಲಿ ಅನ್ವಯಿಸಲು ಸಮಯ ತೆಗೆದುಕೊಳ್ಳುತ್ತಾರೆ. ಅದಕ್ಕಾಗಿಯೇ ಸಂಸ್ಥೆಗಳು ಅನುಭವಿಗಳಿಗೆ ಆದ್ಯತೆ ನೀಡುತ್ತವೆ. ಕೆಲಸದ ಜಾಹೀರಾತುಗಳಲ್ಲಿ ಅನುಭವ ಅಗತ್ಯ ಎಂದು ನಮೂದಿಸುವುದು ಇದೇ ಕಾರಣಕ್ಕೆ. ಒಟ್ಟಿನಲ್ಲಿ ಅನುಭವವೇ ವಾಸ್ತವಕ್ಕೆ ಸನಿಹ ಎಂಬುದು ನಿರ್ವಿವಾದ. ಜ್ಞಾನ ಮತ್ತು ಅನುಭವ ಎರಡನ್ನೂ ಸಮನ್ವಯಗೊಳಿಸಿಕೊಂಡು ಮುನ್ನಡೆದರೆ ಬದುಕು ಸಾರ್ಥಕವಾಗುತ್ತದೆ. ಮನೋಭಾವ ಇಂದಿನ ಸಮಾಜದ ಅವಶ್ಯಕತೆಯಾಗಿದೆ.: [1163, 361, 1483, 883]
header-date: ಶುಕ್ರವಾರ 21 ಮೇ 2021: [1290, 92, 1495, 117]
divider: [86, 525, 463, 527]
